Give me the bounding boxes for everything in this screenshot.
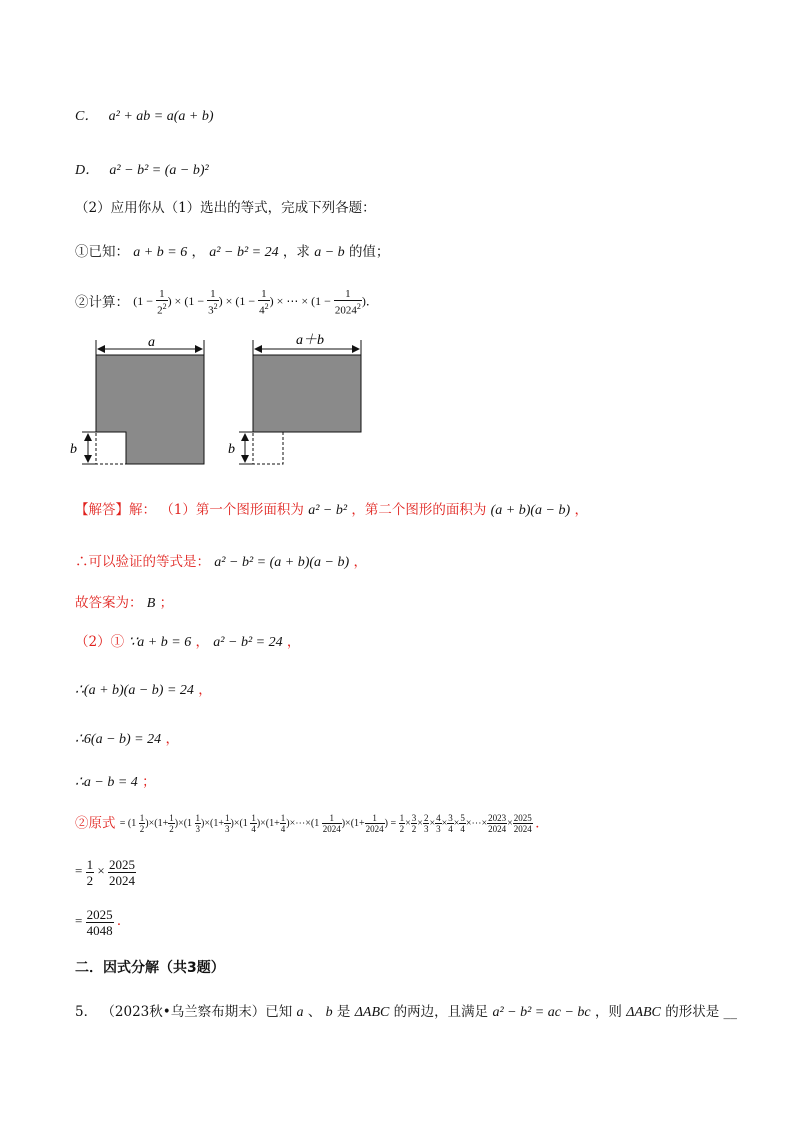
answer-simplified: = $\frac{1}{2}$ × $\frac{2025}{2024}$ xyxy=(75,856,135,888)
option-d-formula: a² − b² = (a − b)² xyxy=(109,163,209,178)
answer-line2: ∴可以验证的等式是： a² − b² = (a + b)(a − b) ， xyxy=(75,554,367,570)
question5: 5． （2023秋•乌兰察布期末）已知 a 、 b 是 ΔABC 的两边，且满足 a² − b² = ac − bc ，则 ΔABC 的形状是 __ xyxy=(75,1004,737,1020)
answer-line5: ∴(a + b)(a − b) = 24 ， xyxy=(75,682,212,698)
answer-line8: ②原式 = (1 $\frac{1}{2}$ )×(1+ $\frac{1}{2}$ )×(1 $\frac{1}{3}$ )×(1+ $\frac{1}{3}$ )×(1 $\frac{1}{4}$ )×(1+ $\frac{1}{4}$ )×⋯×(1 $\frac{1}{2024}$ )×(1+ $\frac{1}{2024}$ ) = $\frac{1}{2}$ × $\frac{3}{2}$ × $\frac{2}{3}$ × $\frac{4}{3}$ × $\frac{3}{4}$ × $\frac{5}{4}$ ×⋯× $\frac{2023}{2024}$ × $\frac{2025}{2024}$ ． xyxy=(75,812,549,834)
answer-product-expansion: = (1 $\frac{1}{2}$ )×(1+ $\frac{1}{2}$ )×(1 $\frac{1}{3}$ )×(1+ $\frac{1}{3}$ )×(1 $\frac{1}{4}$ )×(1+ $\frac{1}{4}$ )×⋯×(1 $\frac{1}{2024}$ )×(1+ $\frac{1}{2024}$ ) = $\frac{1}{2}$ × $\frac{3}{2}$ × $\frac{2}{3}$ × $\frac{4}{3}$ × $\frac{3}{4}$ × $\frac{5}{4}$ ×⋯× $\frac{2023}{2024}$ × $\frac{2025}{2024}$ xyxy=(119,812,532,834)
answer-line4: （2）① ∵a + b = 6 ， a² − b² = 24 ， xyxy=(75,634,301,650)
area-diagrams xyxy=(60,330,380,470)
option-c xyxy=(75,106,214,127)
answer-tag: 【解答】解： xyxy=(75,502,156,518)
figure1-top-label: a xyxy=(148,335,155,350)
answer-line7: ∴a − b = 4 ； xyxy=(75,774,156,790)
option-d-label: D． xyxy=(75,163,100,178)
answer-line3: 故答案为： B ； xyxy=(75,595,174,611)
figure2-rectangle xyxy=(239,340,361,464)
part2-intro: （2）应用你从（1）选出的等式，完成下列各题： xyxy=(75,200,376,216)
option-c-label: C． xyxy=(75,109,99,124)
option-d xyxy=(75,160,209,181)
figure2-top-label: a＋b xyxy=(296,333,324,348)
figure2-side-label: b xyxy=(228,442,235,457)
answer-result: = $\frac{2025}{4048}$ xyxy=(75,906,113,938)
answer-line1: 【解答】解： （1）第一个图形面积为 a² − b² ，第二个图形的面积为 (a + b)(a − b) ， xyxy=(75,502,588,518)
figure1-square-minus-square xyxy=(82,340,204,464)
q2-product-formula: (1 − $\frac{1}{2^2}$ ) × (1 − $\frac{1}{3^2}$ ) × (1 − $\frac{1}{4^2}$ ) × ⋯ × (1 − $\frac{1}{2024^2}$ )． xyxy=(133,288,378,317)
section-heading: 二．因式分解（共3题） xyxy=(75,960,225,976)
option-c-formula: a² + ab = a(a + b) xyxy=(108,109,214,124)
answer-line9 xyxy=(75,856,136,888)
answer-line6: ∴6(a − b) = 24 ， xyxy=(75,731,179,747)
part2-question1: ①已知： a + b = 6 ， a² − b² = 24 ，求 a − b 的值； xyxy=(75,244,390,260)
part2-question2: ②计算： (1 − $\frac{1}{2^2}$ ) × (1 − $\frac{1}{3^2}$ ) × (1 − $\frac{1}{4^2}$ ) × ⋯ × (1 − $\frac{1}{2024^2}$ )． xyxy=(75,288,378,317)
figure1-side-label: b xyxy=(70,442,77,457)
answer-line10: = $\frac{2025}{4048}$ ． xyxy=(75,906,131,938)
